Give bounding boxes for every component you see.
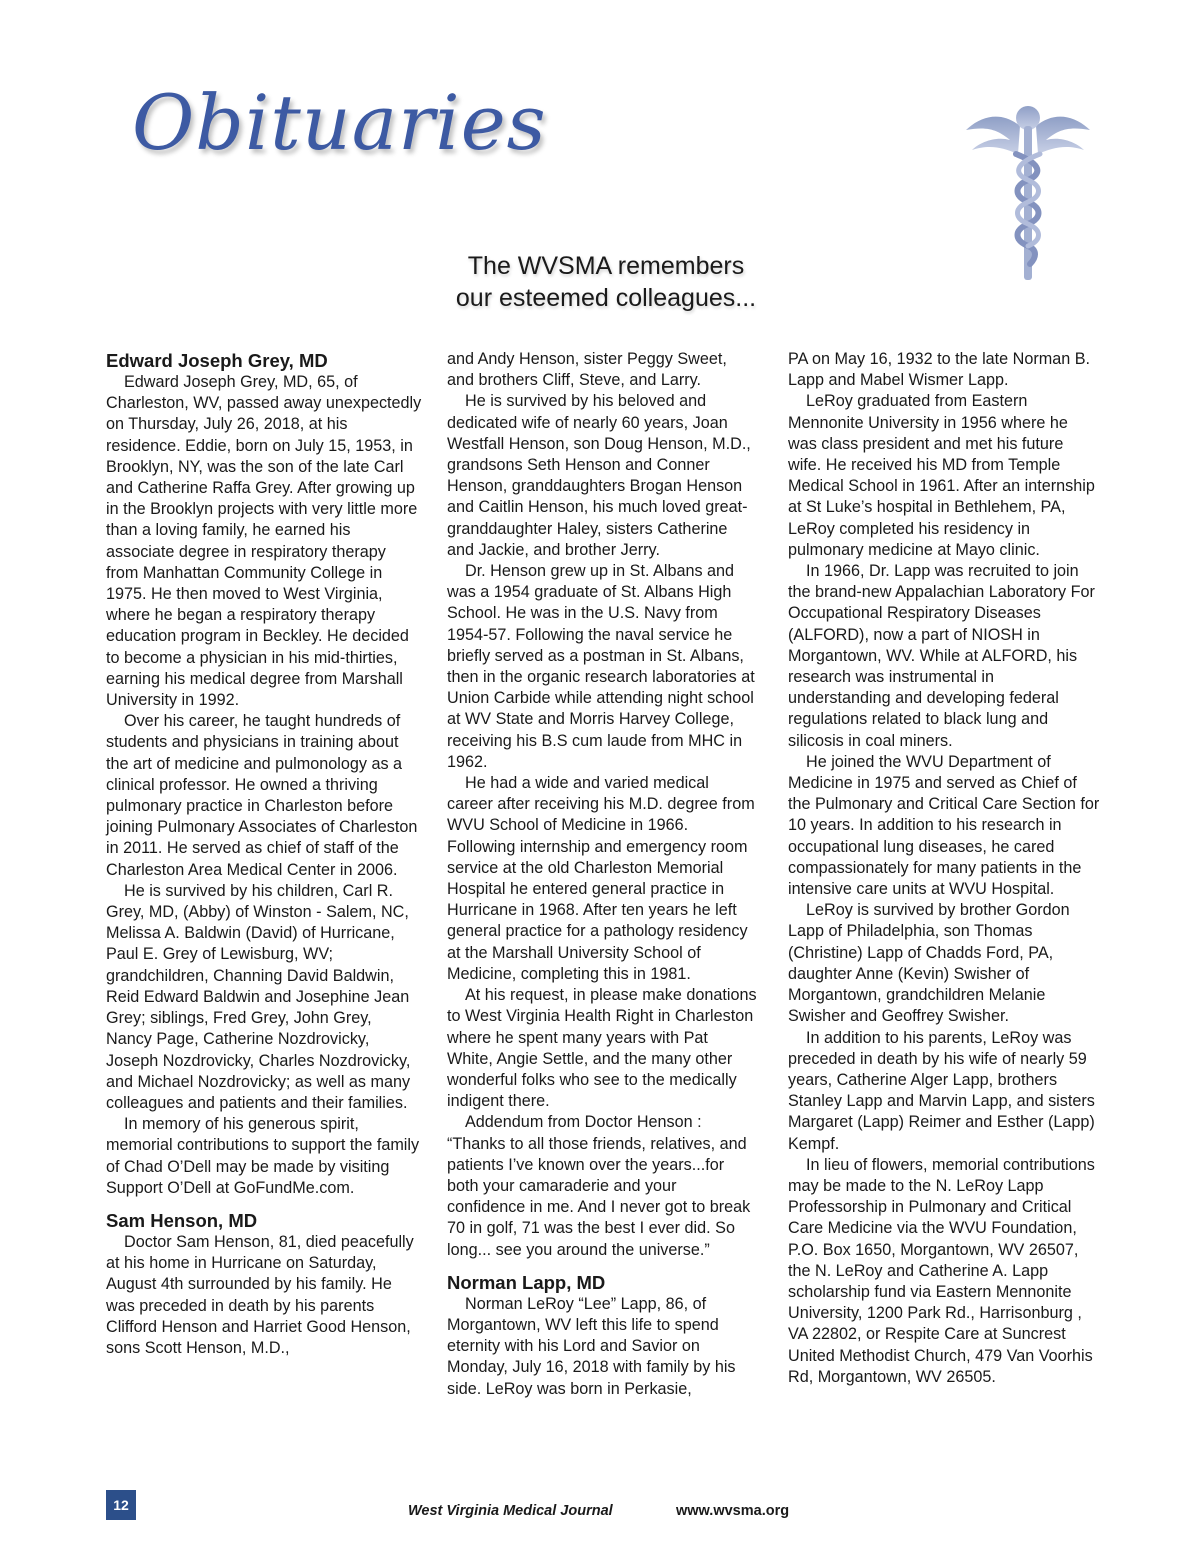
obituary-heading: Sam Henson, MD [106,1209,258,1231]
paragraph: LeRoy graduated from Eastern Mennonite University in 1956 where he was class president and met his future wife. He received his MD from Temple Medical School in 1961. After an internship at St Luke’s hospital in Bethlehem, PA, LeRoy completed his residency in pulmonary medicine at Mayo clinic. [788,392,1095,559]
column-1 [106,349,422,1359]
paragraph: He is survived by his beloved and dedicated wife of nearly 60 years, Joan Westfall Henson, son Doug Henson, M.D., grandsons Seth Henson and Conner Henson, granddaughters Brogan Henson and Caitlin Henson, his much loved great-granddaughter Haley, sisters Catherine and Jackie, and brother Jerry. [447,392,751,559]
website-url: www.wvsma.org [676,1503,790,1519]
paragraph: Edward Joseph Grey, MD, 65, of Charleston, WV, passed away unexpectedly on Thursday, July 26, 2018, at his residence. Eddie, born on July 15, 1953, in Brooklyn, NY, was the son of the late Carl and Catherine Raffa Grey. After growing up in the Brooklyn projects with very little more than a loving family, he earned his associate degree in respiratory therapy from Manhattan Community College in 1975. He then moved to West Virginia, where he began a respiratory therapy education program in Beckley. He decided to become a physician in his mid-thirties, earning his medical degree from Marshall University in 1992. [106,373,422,710]
paragraph: He had a wide and varied medical career after receiving his M.D. degree from WVU School of Medicine in 1966. Following internship and emergency room service at the old Charleston Memorial Hospital he entered general practice in Hurricane in 1968. After ten years he left general practice for a pathology residency at the Marshall University School of Medicine, completing this in 1981. [447,774,755,983]
paragraph-continued: “Thanks to all those friends, relatives, and patients I’ve known over the years...for both your camaraderie and your confidence in me. And I never got to break 70 in golf, 71 was the best I ever did. So long... see you around the universe.” [447,1134,751,1259]
paragraph: Over his career, he taught hundreds of students and physicians in training about the art of medicine and pulmonology as a clinical professor. He owned a thriving pulmonary practice in Charleston before joining Pulmonary Associates of Charleston in 2011. He served as chief of staff of the Charleston Area Medical Center in 2006. [106,712,418,879]
paragraph: In addition to his parents, LeRoy was preceded in death by his wife of nearly 59 years, Catherine Alger Lapp, brothers Stanley Lapp and Marvin Lapp, and sisters Margaret (Lapp) Reimer and Esther (Lapp) Kempf. [788,1028,1095,1153]
subtitle [300,250,912,314]
journal-name: West Virginia Medical Journal [408,1503,613,1519]
page-number: 12 [106,1490,136,1520]
page-title: Obituaries [132,78,547,167]
paragraph: Dr. Henson grew up in St. Albans and was a 1954 graduate of St. Albans High School. He was in the U.S. Navy from 1954-57. Following the naval service he briefly served as a postman in St. Albans, then in the organic research laboratories at Union Carbide while attending night school at WV State and Morris Harvey College, receiving his B.S cum laude from MHC in 1962. [447,562,755,771]
caduceus-icon [958,92,1098,284]
paragraph: In memory of his generous spirit, memorial contributions to support the family of Chad O’Dell may be made by visiting Support O’Dell at GoFundMe.com. [106,1115,420,1197]
column-3 [788,349,1100,1388]
subtitle-line-1: The WVSMA remembers [467,252,745,280]
paragraph: Doctor Sam Henson, 81, died peacefully at his home in Hurricane on Saturday, August 4th surrounded by his family. He was preceded in death by his parents Clifford Henson and Harriet Good Henson, sons Scott Henson, M.D., [106,1232,414,1357]
paragraph-continued: PA on May 16, 1932 to the late Norman B. Lapp and Mabel Wismer Lapp. [788,350,1091,390]
paragraph: Norman LeRoy “Lee” Lapp, 86, of Morgantown, WV left this life to spend eternity with his Lord and Savior on Monday, July 16, 2018 with family by his side. LeRoy was born in Perkasie, [447,1294,736,1398]
column-2 [447,349,757,1400]
obituary-heading: Edward Joseph Grey, MD [106,350,328,371]
paragraph: He is survived by his children, Carl R. Grey, MD, (Abby) of Winston - Salem, NC, Melissa A. Baldwin (David) of Hurricane, Paul E. Grey of Lewisburg, WV; grandchildren, Channing David Baldwin, Reid Edward Baldwin and Josephine Jean Grey; siblings, Fred Grey, John Grey, Nancy Page, Catherine Nozdrovicky, Joseph Nozdrovicky, Charles Nozdrovicky, and Michael Nozdrovicky; as well as many colleagues and patients and their families. [106,881,411,1112]
paragraph: In lieu of flowers, memorial contributions may be made to the N. LeRoy Lapp Professorship in Pulmonary and Critical Care Medicine via the WVU Foundation, P.O. Box 1650, Morgantown, WV 26507, the N. LeRoy and Catherine A. Lapp scholarship fund via Eastern Mennonite University, 1200 Park Rd., Harrisonburg , VA 22802, or Respite Care at Suncrest United Methodist Church, 479 Van Voorhis Rd, Morgantown, WV 26505. [788,1155,1095,1386]
subtitle-line-2: our esteemed colleagues... [455,284,757,312]
paragraph: At his request, in please make donations to West Virginia Health Right in Charleston where he spent many years with Pat White, Angie Settle, and the many other wonderful folks who see to the medically indigent there. [447,986,757,1111]
paragraph: He joined the WVU Department of Medicine in 1975 and served as Chief of the Pulmonary and Critical Care Section for 10 years. In addition to his research in occupational lung diseases, he cared compassionately for many patients in the intensive care units at WVU Hospital. [788,752,1100,899]
paragraph-continued: and Andy Henson, sister Peggy Sweet, and brothers Cliff, Steve, and Larry. [447,350,727,390]
paragraph: In 1966, Dr. Lapp was recruited to join the brand-new Appalachian Laboratory For Occupational Respiratory Diseases (ALFORD), now a part of NIOSH in Morgantown, WV. While at ALFORD, his research was instrumental in understanding and developing federal regulations related to black lung and silicosis in coal miners. [788,562,1095,750]
paragraph: LeRoy is survived by brother Gordon Lapp of Philadelphia, son Thomas (Christine) Lapp of Chadds Ford, PA, daughter Anne (Kevin) Swisher of Morgantown, grandchildren Melanie Swisher and Geoffrey Swisher. [788,901,1070,1026]
paragraph: Addendum from Doctor Henson : [465,1113,702,1132]
obituary-heading: Norman Lapp, MD [447,1271,606,1293]
